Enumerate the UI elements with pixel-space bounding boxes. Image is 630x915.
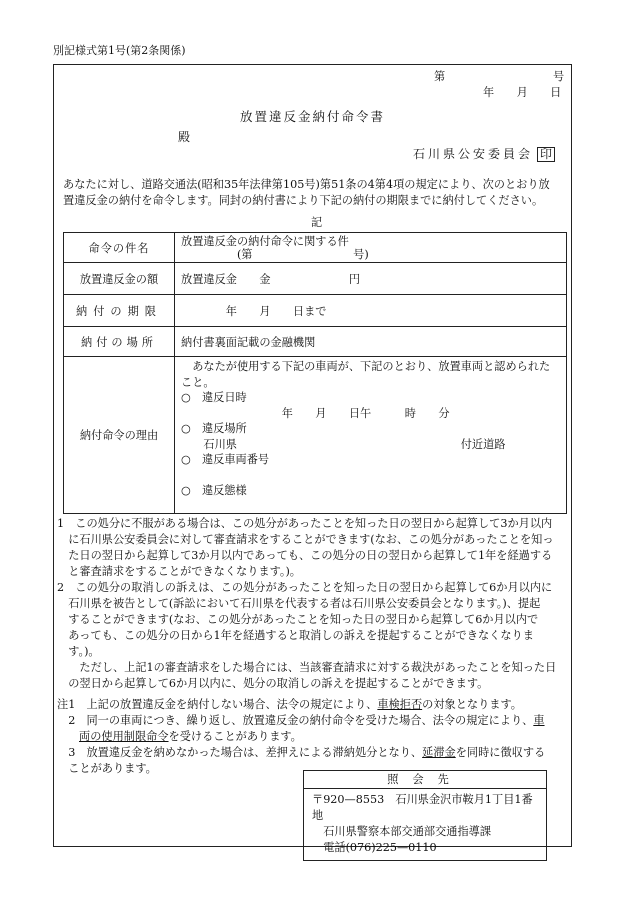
row-label: 命令の件名 [64, 233, 175, 263]
contact-body [304, 789, 546, 860]
notice-line: す。)。 [57, 645, 100, 658]
reason-line: 年 月 日午 時 分 [181, 406, 450, 420]
issuer-name: 石川県公安委員会 [413, 147, 534, 161]
contact-line: 石川県警察本部交通部交通指導課 [312, 825, 492, 838]
notice-line: あっても、この処分の日から1年を経過すると取消しの訴えを提起することができなくなりま [57, 629, 534, 642]
reason-line [181, 468, 560, 484]
intro-line: 置違反金の納付を命令します。同封の納付書により下記の納付の期限までに納付してください。 [63, 194, 544, 207]
page-title: 放置違反金納付命令書 [240, 109, 386, 124]
note-text: 3 放置違反金を納めなかった場合は、差押えによる滞納処分となり、 [57, 746, 423, 759]
table-row [64, 295, 567, 327]
reason-line: ○ 違反日時 [181, 391, 247, 404]
note-text: を受けることがあります。 [168, 730, 302, 743]
notice-line: することができます(なお、この処分があったことを知った日の翌日から起算して6か月以内で [57, 613, 539, 626]
row-label: 納付の場所 [64, 327, 175, 357]
reason-line: ○ 違反態様 [181, 484, 247, 497]
seal-stamp: 印 [537, 147, 555, 162]
form-label: 別記様式第1号(第2条関係) [53, 44, 186, 57]
number-suffix: 号 [553, 70, 565, 83]
notice-line: 1 この処分に不服がある場合は、この処分があったことを知った日の翌日から起算して3か月以内 [57, 517, 553, 530]
row-value: 年 月 日まで [175, 295, 567, 327]
notice-line: 石川県を被告として(訴訟において石川県を代表する者は石川県公安委員会となります。)、提起 [57, 597, 541, 610]
note-emphasis: 延滞金 [422, 746, 456, 759]
intro-line: あなたに対し、道路交通法(昭和35年法律第105号)第51条の4第4項の規定により、次のとおり放 [63, 178, 550, 191]
row-label: 納付命令の理由 [64, 357, 175, 514]
reason-line: あなたが使用する下記の車両が、下記のとおり、放置車両と認められた [181, 360, 551, 373]
row-value: 放置違反金 金 円 [175, 263, 567, 295]
row-label: 納付の期限 [64, 295, 175, 327]
notice-line: と審査請求をすることができなくなります。)。 [57, 565, 301, 578]
addressee: 殿 [178, 130, 191, 144]
contact-header: 照会先 [304, 771, 546, 789]
note-line [57, 697, 522, 713]
reason-line: ○ 違反場所 [181, 422, 247, 435]
notice-line: ただし、上記1の審査請求をした場合には、当該審査請求に対する裁決があったことを知った日 [57, 661, 557, 674]
row-value: 納付書裏面記載の金融機関 [175, 327, 567, 357]
note-line: ことがあります。 [57, 762, 157, 775]
notice-line: の翌日から起算して6か月以内に、処分の取消しの訴えを提起することができます。 [57, 677, 489, 690]
row-value [175, 357, 567, 514]
reason-line: ○ 違反車両番号 [181, 453, 270, 466]
contact-line: 電話(076)225—0110 [312, 841, 437, 854]
note-text: の対象となります。 [422, 698, 522, 711]
notice-line: 2 この処分の取消しの訴えは、この処分があったことを知った日の翌日から起算して6か月以内に [57, 581, 553, 594]
note-emphasis: 両の使用制限命令 [79, 730, 169, 743]
note-emphasis: 車 [533, 714, 545, 727]
note-emphasis: 車検拒否 [377, 698, 423, 711]
row-value [175, 233, 567, 263]
note-text: を同時に徴収する [455, 746, 546, 759]
contact-box [303, 770, 547, 861]
note-text: 注1 上記の放置違反金を納付しない場合、法令の規定により、 [57, 698, 378, 711]
reason-line: こと。 [181, 375, 215, 389]
reason-line: 石川県 付近道路 [181, 437, 506, 451]
date-line: 年 月 日 [483, 86, 562, 99]
order-table [63, 232, 567, 514]
table-row [64, 357, 567, 514]
note-line [57, 745, 545, 761]
notice-line: た日の翌日から起算して3か月以内であっても、この処分の日の翌日から起算して1年を経過する [57, 549, 553, 562]
note-line [57, 729, 302, 745]
number-prefix: 第 [434, 70, 446, 83]
table-row [64, 327, 567, 357]
note-line [57, 713, 545, 729]
notice-line: に石川県公安委員会に対して審査請求をすることができます(なお、この処分があったことを知っ [57, 533, 554, 546]
table-row [64, 263, 567, 295]
note-text: 2 同一の車両につき、繰り返し、放置違反金の納付命令を受けた場合、法令の規定により、 [57, 714, 534, 727]
value-line: (第 号) [181, 247, 369, 261]
contact-line: 〒920—8553 石川県金沢市鞍月1丁目1番地 [312, 793, 533, 822]
ki-heading: 記 [311, 216, 323, 229]
value-line: 放置違反金の納付命令に関する件 [181, 234, 349, 248]
row-label: 放置違反金の額 [64, 263, 175, 295]
issuer [413, 145, 555, 162]
table-row [64, 233, 567, 263]
